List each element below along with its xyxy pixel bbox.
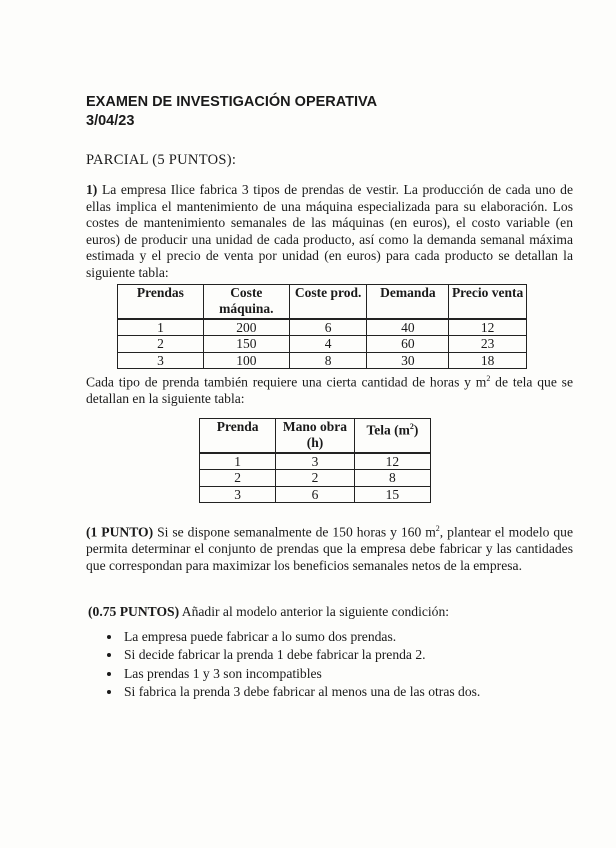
text: Si se dispone semanalmente de 150 horas y 160 m xyxy=(153,524,436,540)
list-item: • La empresa puede fabricar a lo sumo dos prendas. xyxy=(122,628,480,646)
section-heading: PARCIAL (5 PUNTOS): xyxy=(86,152,237,168)
table-cell: 40 xyxy=(367,319,449,336)
table-row xyxy=(200,486,431,503)
part-1-text xyxy=(86,521,573,574)
text: de tela que se detallan en la siguiente tabla: xyxy=(86,374,573,407)
list-item: • Las prendas 1 y 3 son incompatibles xyxy=(122,665,480,683)
table-row xyxy=(200,453,431,470)
question-statement: La empresa Ilice fabrica 3 tipos de prendas de vestir. La producción de cada uno de ellas implica el mantenimiento de una máquina especializada para su elaboración. Los costes de mantenimiento semanales de las máquinas (en euros), el costo variable (en euros) de producir una unidad de cada producto, así como la demanda semanal máxima estimada y el precio de venta por unidad (en euros) para cada producto se detallan la siguiente tabla: xyxy=(86,182,573,280)
table-cell: 15 xyxy=(354,486,430,503)
exam-date: 3/04/23 xyxy=(86,113,135,129)
table-cell: 23 xyxy=(449,336,527,353)
question-number: 1) xyxy=(86,182,98,197)
table-cell: 60 xyxy=(367,336,449,353)
conditions-list xyxy=(86,628,480,702)
resources-table xyxy=(199,418,431,503)
exam-title: EXAMEN DE INVESTIGACIÓN OPERATIVA xyxy=(86,94,378,110)
table-cell: 2 xyxy=(118,336,204,353)
table-cell: 6 xyxy=(276,486,355,503)
table-row xyxy=(118,319,527,336)
table-cell: 1 xyxy=(118,319,204,336)
part-2-text xyxy=(88,604,575,621)
table-cell: 18 xyxy=(449,352,527,369)
superscript: 2 xyxy=(486,374,491,383)
table-cell: 200 xyxy=(203,319,289,336)
table-cell: 3 xyxy=(118,352,204,369)
list-item: • Si decide fabricar la prenda 1 debe fabricar la prenda 2. xyxy=(122,646,480,664)
text: Añadir al modelo anterior la siguiente condición: xyxy=(179,604,450,619)
superscript: 2 xyxy=(435,524,440,533)
col-header: Coste máquina. xyxy=(203,285,289,319)
col-header: Prendas xyxy=(118,285,204,319)
table-row xyxy=(118,352,527,369)
col-header: Precio venta xyxy=(449,285,527,319)
table-cell: 30 xyxy=(367,352,449,369)
list-item: • Si fabrica la prenda 3 debe fabricar al menos una de las otras dos. xyxy=(122,683,480,701)
table-cell: 2 xyxy=(276,470,355,487)
question-1-text xyxy=(86,182,573,282)
table-cell: 12 xyxy=(354,453,430,470)
col-header: Demanda xyxy=(367,285,449,319)
col-header: Mano obra (h) xyxy=(276,419,355,453)
table-cell: 8 xyxy=(354,470,430,487)
table-cell: 100 xyxy=(203,352,289,369)
table-cell: 12 xyxy=(449,319,527,336)
table-cell: 6 xyxy=(289,319,367,336)
costs-table xyxy=(117,284,527,369)
col-header: Prenda xyxy=(200,419,276,453)
table-row xyxy=(118,336,527,353)
table-row xyxy=(200,470,431,487)
table-cell: 4 xyxy=(289,336,367,353)
col-header: Coste prod. xyxy=(289,285,367,319)
table-cell: 150 xyxy=(203,336,289,353)
points-label: (0.75 PUNTOS) xyxy=(88,604,180,619)
points-label: (1 PUNTO) xyxy=(86,524,154,540)
text: , plantear el modelo que permita determinar el conjunto de prendas que la empresa debe fabricar y las cantidades que correspondan para maximizar los beneficios semanales netos de la empresa. xyxy=(86,524,573,573)
text: Cada tipo de prenda también requiere una cierta cantidad de horas y m xyxy=(86,374,487,390)
table-cell: 1 xyxy=(200,453,276,470)
table-cell: 8 xyxy=(289,352,367,369)
table-cell: 2 xyxy=(200,470,276,487)
table-cell: 3 xyxy=(200,486,276,503)
table-cell: 3 xyxy=(276,453,355,470)
transition-text xyxy=(86,371,573,408)
col-header: Tela $(m^2)$ xyxy=(354,419,430,453)
